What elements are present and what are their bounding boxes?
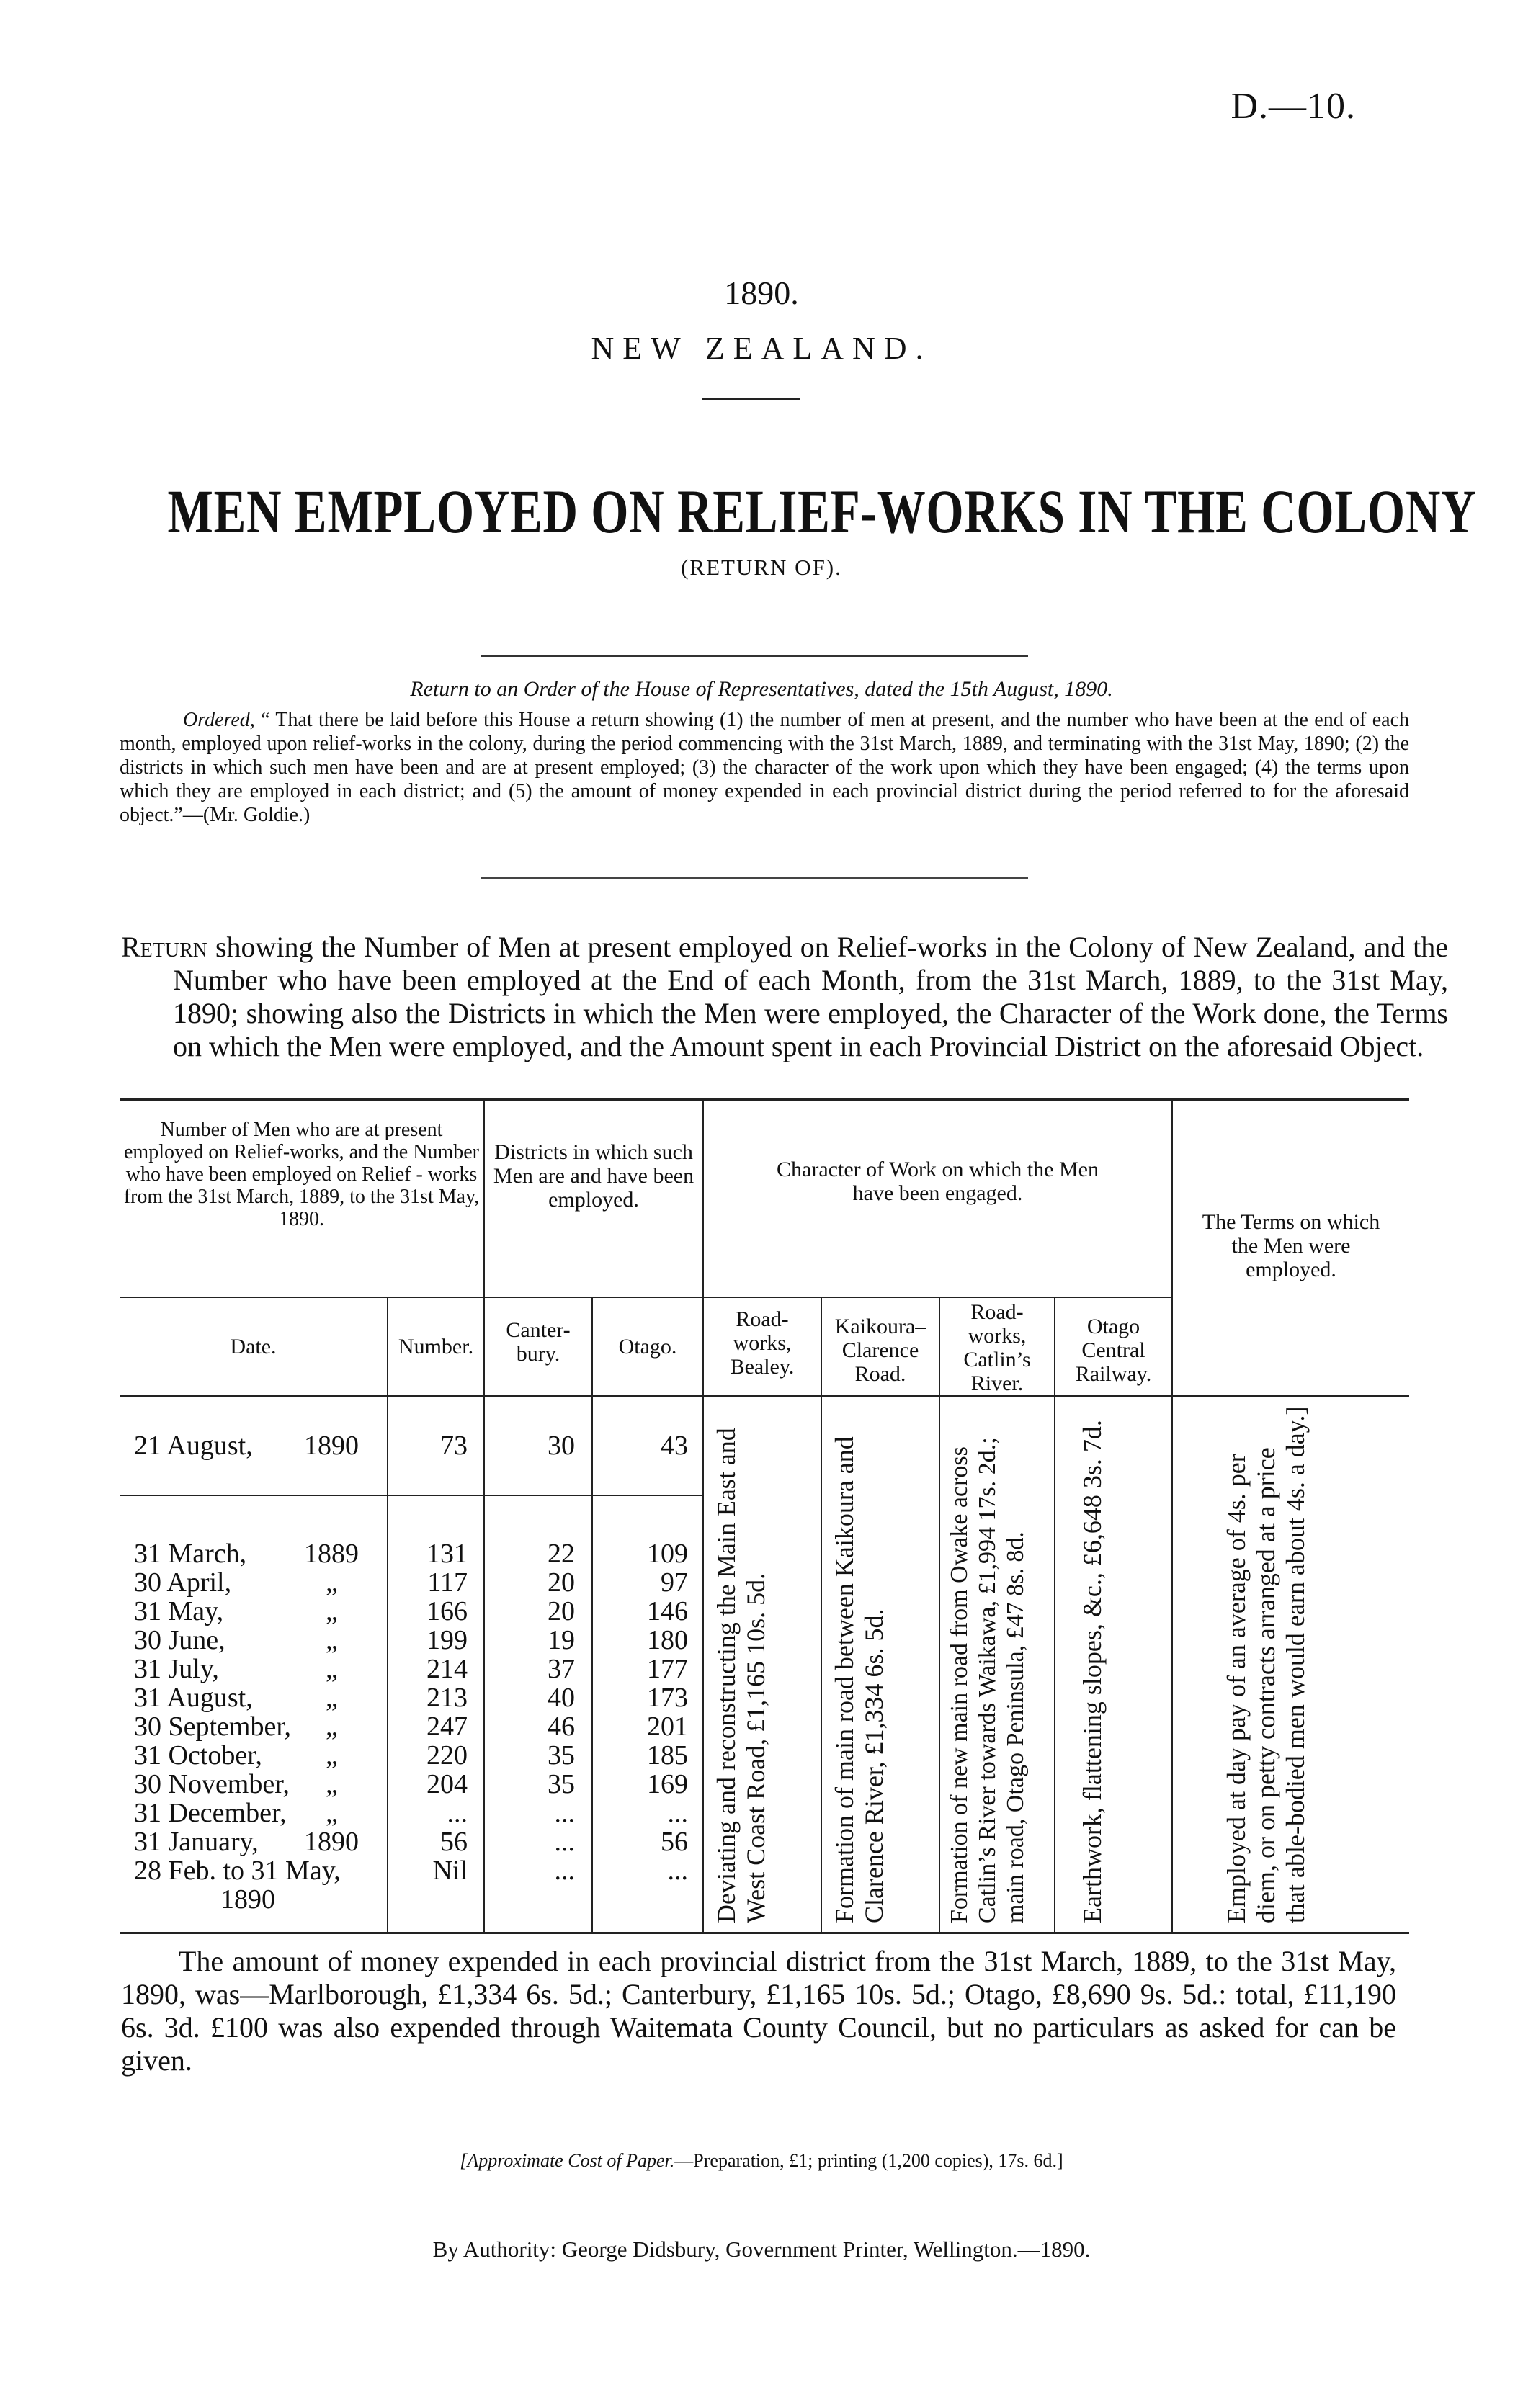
row-otago: 177 (647, 1654, 688, 1684)
cost-label: [Approximate Cost of Paper. (460, 2150, 675, 2171)
row-otago: ... (667, 1798, 688, 1828)
money-expended-paragraph: The amount of money expended in each provincial district from the 31st March, 1889, to the 31st May, 1890, was—Marlborough, £1,334 6s. 5d.; Canterbury, £1,165 10s. 5d.; Otago, £8,690 9s. 5d.: total, £11,190 6s. 3d. £100 was also expended through Waitemata County Council, but no particulars as asked for can be given. (121, 1945, 1396, 2077)
row-year: „ (326, 1769, 338, 1799)
row-date: 30 November, (134, 1769, 290, 1799)
row-canterbury: ... (554, 1856, 575, 1886)
present-row-year: 1890 (304, 1431, 359, 1461)
row-number: 214 (426, 1654, 468, 1684)
row-otago: 97 (661, 1567, 688, 1598)
row-number: 131 (426, 1539, 468, 1569)
row-canterbury: ... (554, 1827, 575, 1857)
row-otago: ... (667, 1856, 688, 1886)
row-date: 31 December, (134, 1798, 287, 1828)
ordered-body: “ That there be laid before this House a return showing (1) the number of men at present, and the number who have been at the end of each month, employed upon relief-works in the colony, during the period commencing with the 31st March, 1889, and terminating with the 31st May, 1890; (2) the districts in which such men have been and are at present employed; (3) the character of the work upon which they have been engaged; (4) the terms upon which they are employed in each district; and (5) the amount of money expended in each provincial district during the period referred to for the aforesaid object.”—(Mr. Goldie.) (120, 709, 1409, 826)
row-canterbury: 20 (548, 1567, 575, 1598)
col-header-number: Number. (398, 1335, 474, 1359)
col-header-catlins: Road-works, Catlin’s River. (963, 1300, 1031, 1395)
row-canterbury: 19 (548, 1625, 575, 1655)
row-canterbury: 46 (548, 1711, 575, 1742)
present-row-rule (120, 1495, 703, 1496)
row-date: 31 May, (134, 1596, 224, 1626)
row-number: 220 (426, 1740, 468, 1771)
col-header-date: Date. (230, 1335, 277, 1359)
terms-description: Employed at day pay of an average of 4s. per diem, or on petty contracts arranged at a price that able-bodied men would earn about 4s. a day.] (1222, 1406, 1310, 1923)
col-header-railway: Otago Central Railway. (1075, 1315, 1152, 1386)
header-number-of-men: Number of Men who are at present employed on Relief-works, and the Number who have been employed on Relief - works from the 31st March, 1889, to the 31st May, 1890. (123, 1119, 480, 1230)
row-number: 213 (426, 1683, 468, 1713)
col-header-kaikoura: Kaikoura–Clarence Road. (834, 1315, 926, 1386)
row-number: ... (447, 1798, 468, 1828)
row-canterbury: 35 (548, 1769, 575, 1799)
col-rule (821, 1297, 822, 1932)
row-canterbury: 22 (548, 1539, 575, 1569)
document-reference: D.—10. (1231, 86, 1356, 127)
row-date: 28 Feb. to 31 May, (134, 1856, 341, 1886)
header-rule (120, 1297, 1171, 1298)
row-otago: 109 (647, 1539, 688, 1569)
row-year: „ (326, 1740, 338, 1771)
row-number: 204 (426, 1769, 468, 1799)
row-number: 117 (427, 1567, 468, 1598)
ordered-word: Ordered, (183, 709, 255, 731)
col-header-bealey: Road-works, Bealey. (730, 1307, 795, 1379)
row-date: 30 June, (134, 1625, 225, 1655)
cost-of-paper (0, 2150, 1523, 2172)
row-number: 56 (440, 1827, 468, 1857)
col-rule (702, 1098, 704, 1932)
row-date: 31 October, (134, 1740, 262, 1771)
row-otago: 180 (647, 1625, 688, 1655)
section-divider (481, 877, 1028, 879)
row-canterbury: ... (554, 1798, 575, 1828)
row-canterbury: 40 (548, 1683, 575, 1713)
row-number: 247 (426, 1711, 468, 1742)
return-paragraph (121, 931, 1448, 1063)
row-date: 31 August, (134, 1683, 253, 1713)
row-year: 1889 (304, 1539, 359, 1569)
work-description-kaikoura: Formation of main road between Kaikoura and Clarence River, £1,334 6s. 5d. (830, 1436, 888, 1923)
row-canterbury: 35 (548, 1740, 575, 1771)
row-number: 199 (426, 1625, 468, 1655)
row-year: „ (326, 1798, 338, 1828)
return-order-line: Return to an Order of the House of Representatives, dated the 15th August, 1890. (410, 677, 1113, 701)
row-otago: 201 (647, 1711, 688, 1742)
row-year: „ (326, 1596, 338, 1626)
row-otago: 173 (647, 1683, 688, 1713)
row-otago: 169 (647, 1769, 688, 1799)
work-description-bealey: Deviating and reconstructing the Main East and West Coast Road, £1,165 10s. 5d. (712, 1428, 770, 1923)
present-row-number: 73 (440, 1431, 468, 1461)
page-title: MEN EMPLOYED ON RELIEF-WORKS IN THE COLONY (167, 477, 1477, 546)
row-year: „ (326, 1567, 338, 1598)
row-year: 1890 (304, 1827, 359, 1857)
header-districts: Districts in which such Men are and have been employed. (493, 1140, 694, 1212)
table-bottom-rule (120, 1932, 1409, 1934)
section-divider (481, 655, 1028, 657)
return-lead-word: Return (121, 931, 208, 963)
relief-works-table (120, 1098, 1409, 1934)
row-number: Nil (432, 1856, 468, 1886)
row-date: 30 April, (134, 1567, 232, 1598)
row-year: „ (326, 1625, 338, 1655)
col-rule (1054, 1297, 1055, 1932)
row-canterbury: 20 (548, 1596, 575, 1626)
row-number: 166 (426, 1596, 468, 1626)
row-date: 31 July, (134, 1654, 219, 1684)
work-description-railway: Earthwork, flattening slopes, &c., £6,648 3s. 7d. (1078, 1420, 1107, 1923)
present-row-otago: 43 (661, 1431, 688, 1461)
country-heading: NEW ZEALAND. (591, 331, 932, 366)
printer-authority: By Authority: George Didsbury, Government Printer, Wellington.—1890. (432, 2237, 1091, 2262)
present-row-canterbury: 30 (548, 1431, 575, 1461)
row-date: 30 September, (134, 1711, 291, 1742)
cost-text: —Preparation, £1; printing (1,200 copies), 17s. 6d.] (674, 2150, 1063, 2171)
row-date: 31 January, (134, 1827, 259, 1857)
header-terms: The Terms on which the Men were employed. (1202, 1210, 1380, 1281)
work-description-catlins: Formation of new main road from Owake across Catlin’s River towards Waikawa, £1,994 17s. 2d.; main road, Otago Peninsula, £47 8s. 8d. (946, 1437, 1029, 1923)
row-year: 1890 (220, 1884, 275, 1915)
header-character-of-work: Character of Work on which the Men have been engaged. (777, 1158, 1099, 1205)
col-header-canterbury: Canter-bury. (506, 1318, 571, 1366)
page-subtitle: (RETURN OF). (681, 555, 842, 580)
row-otago: 56 (661, 1827, 688, 1857)
header-bottom-rule (120, 1395, 1409, 1397)
document-year: 1890. (724, 274, 799, 311)
row-year: „ (326, 1711, 338, 1742)
table-top-rule (120, 1098, 1409, 1101)
row-year: „ (326, 1654, 338, 1684)
return-body: showing the Number of Men at present employed on Relief-works in the Colony of New Zealand, and the Number who have been employed at the End of each Month, from the 31st March, 1889, to the 31st May, 1890; showing also the Districts in which the Men were employed, the Character of the Work done, the Terms on which the Men were employed, and the Amount spent in each Provincial District on the aforesaid Object. (173, 931, 1448, 1062)
header-divider (702, 398, 800, 400)
row-year: „ (326, 1683, 338, 1713)
row-otago: 146 (647, 1596, 688, 1626)
row-otago: 185 (647, 1740, 688, 1771)
order-text (120, 708, 1409, 827)
row-date: 31 March, (134, 1539, 247, 1569)
col-header-otago: Otago. (618, 1335, 677, 1359)
row-canterbury: 37 (548, 1654, 575, 1684)
present-row-date: 21 August, (134, 1431, 253, 1461)
